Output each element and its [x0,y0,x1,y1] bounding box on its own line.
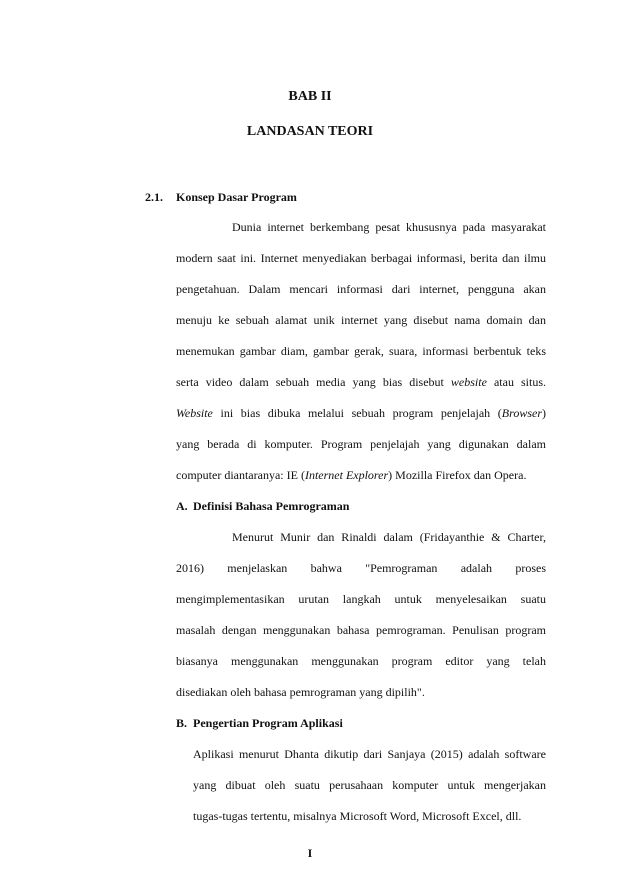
para1-line-6 [176,375,546,390]
page-number: I [307,846,313,860]
text: ini bias dibuka melalui sebuah program penjelajah ( [220,406,502,420]
ie-term: Internet Explorer [304,468,389,482]
section-number: 2.1. [145,190,163,204]
chapter-title: LANDASAN TEORI [246,124,374,139]
para1-line-4: menuju ke sebuah alamat unik internet yang disebut nama domain dan [176,313,546,327]
text: atau situs. [493,375,547,389]
paraA-line-2: 2016) menjelaskan bahwa "Pemrograman adalah proses [176,561,546,575]
para1-line-1: Dunia internet berkembang pesat khususnya pada masyarakat [232,220,546,234]
paraA-line-1: Menurut Munir dan Rinaldi dalam (Fridayanthie & Charter, [232,530,546,544]
para1-line-3: pengetahuan. Dalam mencari informasi dari internet, pengguna akan [176,282,546,296]
paraA-line-6: disediakan oleh bahasa pemrograman yang dipilih". [176,685,425,699]
para1-line-7 [176,406,546,421]
paraB-line-2: yang dibuat oleh suatu perusahaan komputer untuk mengerjakan [193,778,546,792]
subsection-b-title: Pengertian Program Aplikasi [193,716,343,730]
text: ) [542,406,546,420]
para1-line-8: yang berada di komputer. Program penjelajah yang digunakan dalam [176,437,546,451]
website-term: website [450,375,487,389]
website-term: Website [176,406,213,420]
paraA-line-3: mengimplementasikan urutan langkah untuk menyelesaikan suatu [176,592,546,606]
para1-line-2: modern saat ini. Internet menyediakan berbagai informasi, berita dan ilmu [176,251,546,265]
subsection-a-letter: A. [176,499,188,513]
chapter-heading: BAB II [288,89,332,104]
subsection-a-title: Definisi Bahasa Pemrograman [193,499,350,513]
text: ) Mozilla Firefox dan Opera. [388,468,527,482]
paraB-line-1: Aplikasi menurut Dhanta dikutip dari Sanjaya (2015) adalah software [193,747,546,761]
section-title: Konsep Dasar Program [176,190,297,204]
subsection-b-letter: B. [176,716,188,730]
para1-line-9 [176,468,526,483]
text: computer diantaranya: IE ( [176,468,305,482]
paraB-line-3: tugas-tugas tertentu, misalnya Microsoft Word, Microsoft Excel, dll. [193,809,522,823]
paraA-line-4: masalah dengan menggunakan bahasa pemrograman. Penulisan program [176,623,546,637]
text: serta video dalam sebuah media yang bias disebut [176,375,444,389]
browser-term: Browser [501,406,542,420]
paraA-line-5: biasanya menggunakan menggunakan program editor yang telah [176,654,546,668]
para1-line-5: menemukan gambar diam, gambar gerak, suara, informasi berbentuk teks [176,344,546,358]
